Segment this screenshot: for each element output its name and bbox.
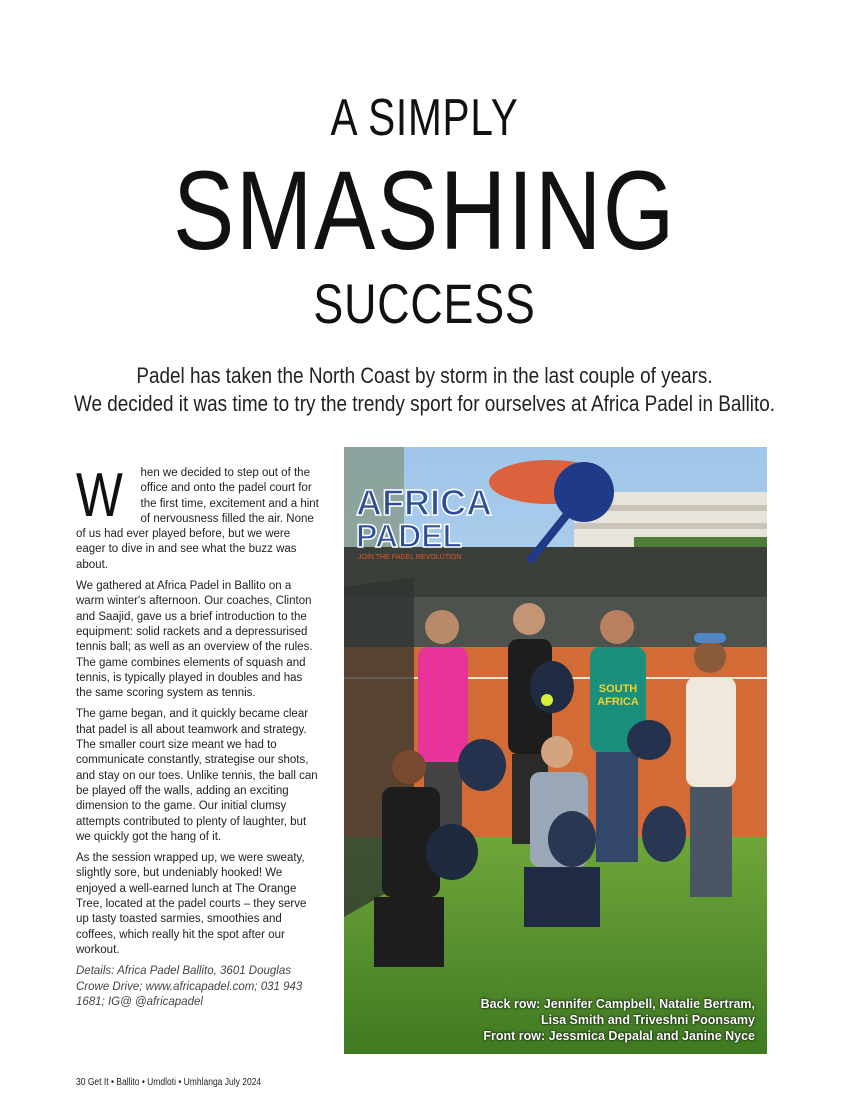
standfirst-line-2: We decided it was time to try the trendy sport for ourselves at Africa Padel in Ballito. — [73, 391, 776, 416]
article-paragraph-1 — [76, 461, 320, 573]
page-footer — [76, 1077, 294, 1088]
standfirst — [0, 362, 849, 418]
headline — [0, 88, 849, 334]
standfirst-line-1: Padel has taken the North Coast by storm in the last couple of years. — [136, 363, 713, 388]
shirt-text-africa: AFRICA — [597, 696, 639, 708]
headline-line-1: A SIMPLY — [330, 89, 519, 147]
article-paragraph-4: As the session wrapped up, we were sweaty, slightly sore, but undeniably hooked! We enjoyed a well-earned lunch at The Orange Tree, located at the padel courts – they serve up tasty toasted sarmies, smoothies and coffees, which really hit the spot after our workout. — [76, 852, 307, 956]
logo-text-africa: AFRICA — [356, 482, 492, 523]
logo-text-padel: PADEL — [356, 518, 463, 554]
caption-line-3: Front row: Jessmica Depalal and Janine Nyce — [483, 1029, 755, 1043]
article-paragraph-2: We gathered at Africa Padel in Ballito on a warm winter's afternoon. Our coaches, Clinton and Saajid, gave us a brief introduction to the equipment: solid rackets and a depressurised tennis ball; as well as an overview of the rules. The game combines elements of squash and tennis, is typically played in doubles and has the same scoring system as tennis. — [76, 580, 313, 700]
headline-line-3: SUCCESS — [313, 272, 536, 335]
article-body — [76, 461, 320, 1016]
footer-text: 30 Get It • Ballito • Umdloti • Umhlanga July 2024 — [76, 1077, 262, 1088]
shirt-text-south: SOUTH — [598, 683, 638, 695]
article-paragraph-3: The game began, and it quickly became clear that padel is all about teamwork and strategy. The smaller court size meant we had to communicate constantly, strategise our shots, and stay on our toes. Unlike tennis, the ball can be played off the walls, adding an exciting dimension to the game. Our initial clumsy attempts contributed to plenty of laughter, but we quickly got the hang of it. — [76, 708, 318, 843]
caption-line-1: Back row: Jennifer Campbell, Natalie Bertram, — [480, 997, 755, 1011]
paragraph-1-text: hen we decided to step out of the office and onto the padel court for the first time, excitement and a hint of nervousness filled the air. None of us had ever played before, but we were eager to dive in and see what the buzz was about. — [76, 467, 319, 571]
drop-cap: W — [76, 461, 123, 530]
logo-tagline: JOIN THE PADEL REVOLUTION — [358, 554, 462, 561]
photo-caption — [481, 996, 755, 1044]
headline-line-2: SMASHING — [173, 148, 676, 273]
venue-details: Details: Africa Padel Ballito, 3601 Douglas Crowe Drive; www.africapadel.com; 031 943 1681; IG@ @africapadel — [76, 965, 303, 1008]
group-photo — [344, 447, 767, 1054]
photo-illustration — [344, 447, 767, 1054]
caption-line-2: Lisa Smith and Triveshni Poonsamy — [541, 1013, 755, 1027]
